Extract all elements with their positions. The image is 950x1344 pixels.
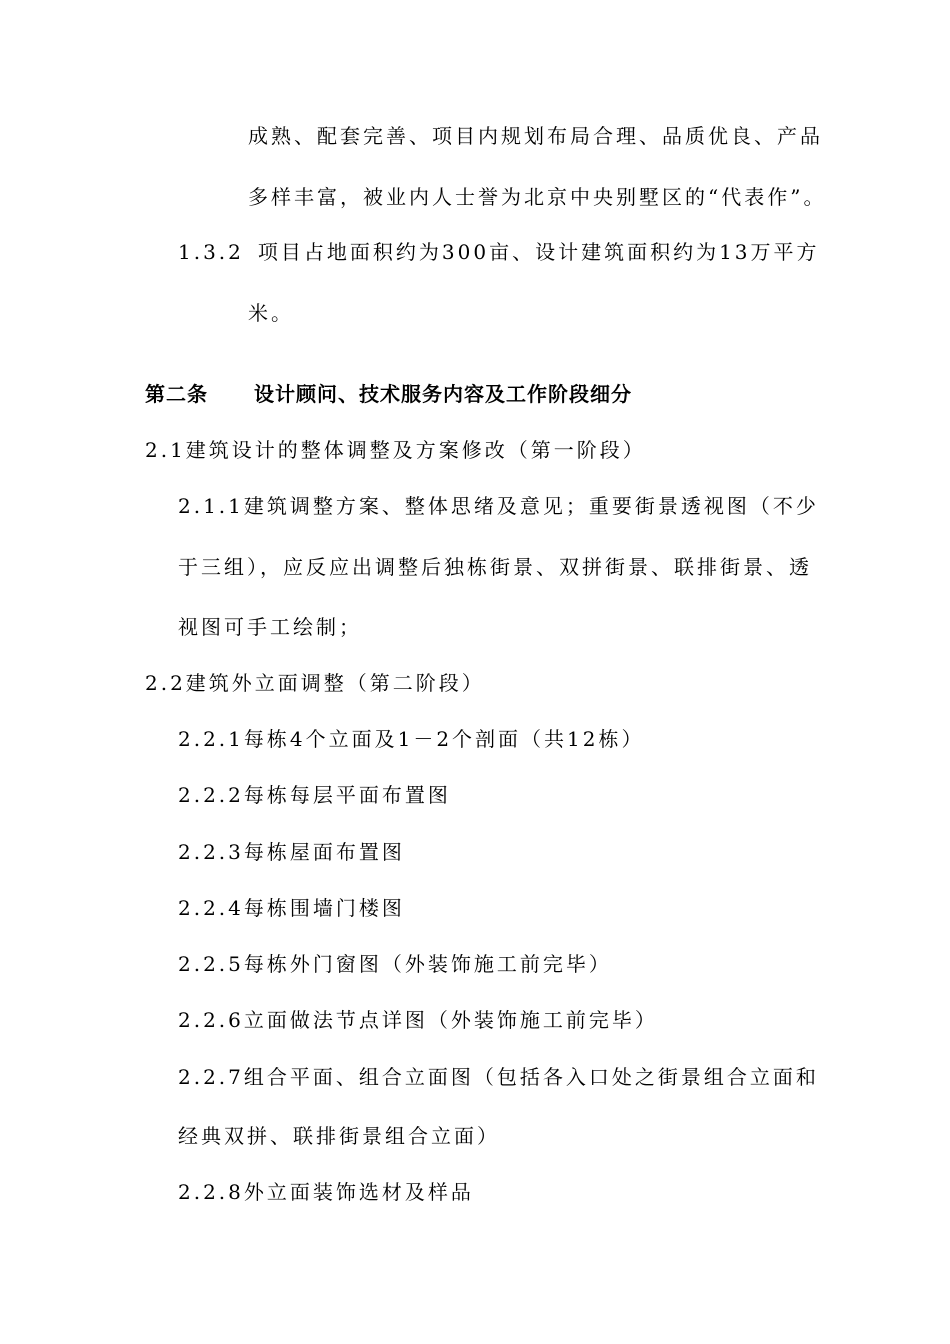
subsection-heading: 2.2建筑外立面调整（第二阶段）: [145, 671, 485, 695]
item-line: 2.2.5每栋外门窗图（外装饰施工前完毕）: [178, 952, 612, 976]
item-line: 2.2.6立面做法节点详图（外装饰施工前完毕）: [178, 1008, 658, 1032]
article-title: 设计顾问、技术服务内容及工作阶段细分: [254, 382, 632, 406]
clause-number: 1.3.2: [178, 240, 244, 264]
item-line: 2.2.8外立面装饰选材及样品: [178, 1180, 474, 1204]
article-number: 第二条: [145, 382, 208, 406]
paragraph-line: 多样丰富，被业内人士誉为北京中央别墅区的“代表作”。: [248, 185, 827, 209]
paragraph-line: 成熟、配套完善、项目内规划布局合理、品质优良、产品: [248, 124, 823, 148]
subsection-heading: 2.1建筑设计的整体调整及方案修改（第一阶段）: [145, 438, 646, 462]
item-line: 2.1.1建筑调整方案、整体思绪及意见；重要街景透视图（不少: [178, 494, 819, 518]
item-line: 于三组），应反应出调整后独栋街景、双拼街景、联排街景、透: [178, 555, 812, 579]
paragraph-line: 米。: [248, 301, 294, 325]
item-line: 2.2.1每栋4个立面及1－2个剖面（共12栋）: [178, 727, 645, 751]
item-line: 视图可手工绘制；: [178, 615, 362, 639]
item-line: 2.2.3每栋屋面布置图: [178, 840, 405, 864]
item-line: 经典双拼、联排街景组合立面）: [178, 1124, 500, 1148]
section-heading: [145, 382, 632, 406]
item-line: 2.2.2每栋每层平面布置图: [178, 783, 451, 807]
clause-text: 项目占地面积约为300亩、设计建筑面积约为13万平方: [257, 240, 820, 264]
clause-line: [178, 240, 820, 264]
item-line: 2.2.4每栋围墙门楼图: [178, 896, 405, 920]
item-line: 2.2.7组合平面、组合立面图（包括各入口处之街景组合立面和: [178, 1065, 819, 1089]
